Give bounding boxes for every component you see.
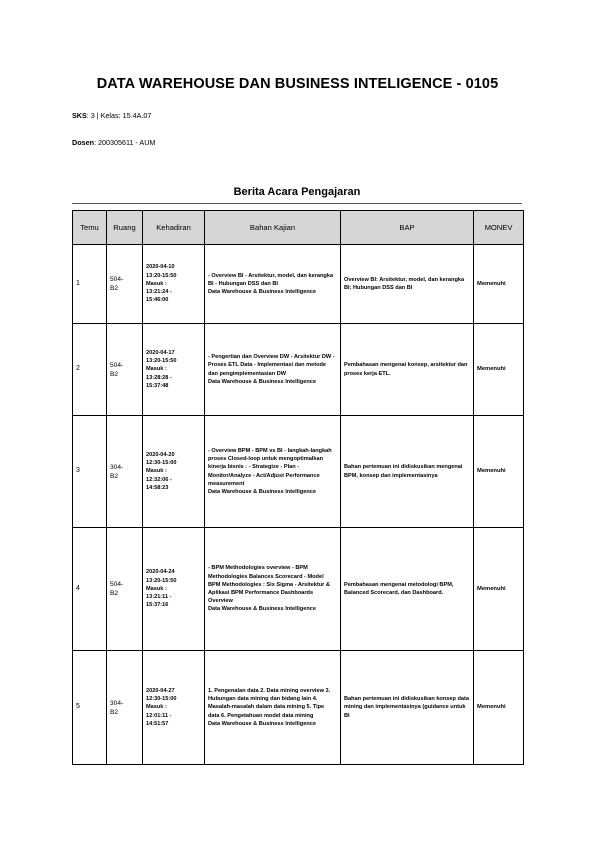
cell-monev: Memenuhi [474, 651, 524, 765]
cell-temu: 4 [73, 528, 107, 651]
table-row [73, 528, 524, 651]
cell-ruang: 304- B2 [107, 416, 143, 528]
cell-ruang: 504- B2 [107, 245, 143, 324]
cell-ruang: 504- B2 [107, 324, 143, 416]
table-row [73, 416, 524, 528]
cell-kehadiran: 2020-04-20 12:30-15:00 Masuk : 12:32:06 - 14:58:23 [143, 416, 205, 528]
header-bahan-kajian: Bahan Kajian [205, 211, 341, 245]
teaching-report-table [72, 210, 524, 765]
section-title: Berita Acara Pengajaran [233, 186, 361, 198]
header-monev: MONEV [474, 211, 524, 245]
cell-monev: Memenuhi [474, 528, 524, 651]
cell-monev: Memenuhi [474, 416, 524, 528]
header-ruang: Ruang [107, 211, 143, 245]
cell-bap: Pembahasan mengenai konsep, arsitektur dan proses kerja ETL. [341, 324, 474, 416]
table-header-row [73, 211, 524, 245]
sks-value: : 3 | Kelas: 15.4A.07 [86, 111, 152, 120]
cell-kehadiran: 2020-04-17 13:20-15:50 Masuk : 13:28:28 - 15:37:48 [143, 324, 205, 416]
sks-label: SKS [72, 111, 87, 120]
cell-temu: 2 [73, 324, 107, 416]
cell-bap: Bahan pertemuan ini didiskusikan mengenai BPM, konsep dan implementasinya [341, 416, 474, 528]
cell-kehadiran: 2020-04-27 12:30-15:00 Masuk : 12:01:11 - 14:51:57 [143, 651, 205, 765]
cell-bahan-kajian: - Pengertian dan Overview DW - Arsitektur DW - Proses ETL Data - Implementasi dan metode dan pengimplementasian DW Data Warehouse & Business Intelligence [205, 324, 341, 416]
lecturer-info [72, 138, 155, 147]
cell-monev: Memenuhi [474, 245, 524, 324]
table-row [73, 245, 524, 324]
header-kehadiran: Kehadiran [143, 211, 205, 245]
cell-monev: Memenuhi [474, 324, 524, 416]
cell-temu: 1 [73, 245, 107, 324]
cell-temu: 3 [73, 416, 107, 528]
cell-bahan-kajian: - BPM Methodologies overview - BPM Methodologies Balances Scorecard - Model BPM Methodologies : Six Sigma - Arsitektur & Aplikasi BPM Performance Dashboards Overview Data Warehouse & Business Intelligence [205, 528, 341, 651]
header-temu: Temu [73, 211, 107, 245]
cell-ruang: 304- B2 [107, 651, 143, 765]
section-divider [72, 203, 522, 204]
cell-temu: 5 [73, 651, 107, 765]
header-bap: BAP [341, 211, 474, 245]
cell-bahan-kajian: - Overview BPM - BPM vs BI - langkah-langkah proses Closed-loop untuk mengoptimalkan kinerja bisnis : - Strategize - Plan - Monitor/Analyze - Act/Adjust Performance measurement Data Warehouse & Business Intelligence [205, 416, 341, 528]
dosen-value: : 200305611 - AUM [93, 138, 156, 147]
cell-bahan-kajian: - Overview BI - Arsitektur, model, dan kerangka BI - Hubungan DSS dan BI Data Warehouse & Business Intelligence [205, 245, 341, 324]
table-row [73, 651, 524, 765]
table-row [73, 324, 524, 416]
cell-ruang: 504- B2 [107, 528, 143, 651]
document-title: DATA WAREHOUSE DAN BUSINESS INTELIGENCE - 0105 [96, 76, 499, 92]
cell-bap: Overview BI: Arsitektur, model, dan kerangka BI; Hubungan DSS dan BI [341, 245, 474, 324]
cell-kehadiran: 2020-04-10 13:20-15:50 Masuk : 13:21:24 - 15:46:00 [143, 245, 205, 324]
cell-bahan-kajian: 1. Pengenalan data 2. Data mining overview 3. Hubungan data mining dan bidang lain 4. Masalah-masalah dalam data mining 5. Tipe data 6. Pengetahuan model data mining Data Warehouse & Business Intelligence [205, 651, 341, 765]
cell-kehadiran: 2020-04-24 13:20-15:50 Masuk : 13:21:11 - 15:37:16 [143, 528, 205, 651]
cell-bap: Bahan pertemuan ini didiskusikan konsep data mining dan implementasinya (guidance untuk BI [341, 651, 474, 765]
course-info [72, 111, 151, 120]
dosen-label: Dosen [72, 138, 94, 147]
cell-bap: Pembahasan mengenai metodologi BPM, Balanced Scorecard, dan Dashboard. [341, 528, 474, 651]
